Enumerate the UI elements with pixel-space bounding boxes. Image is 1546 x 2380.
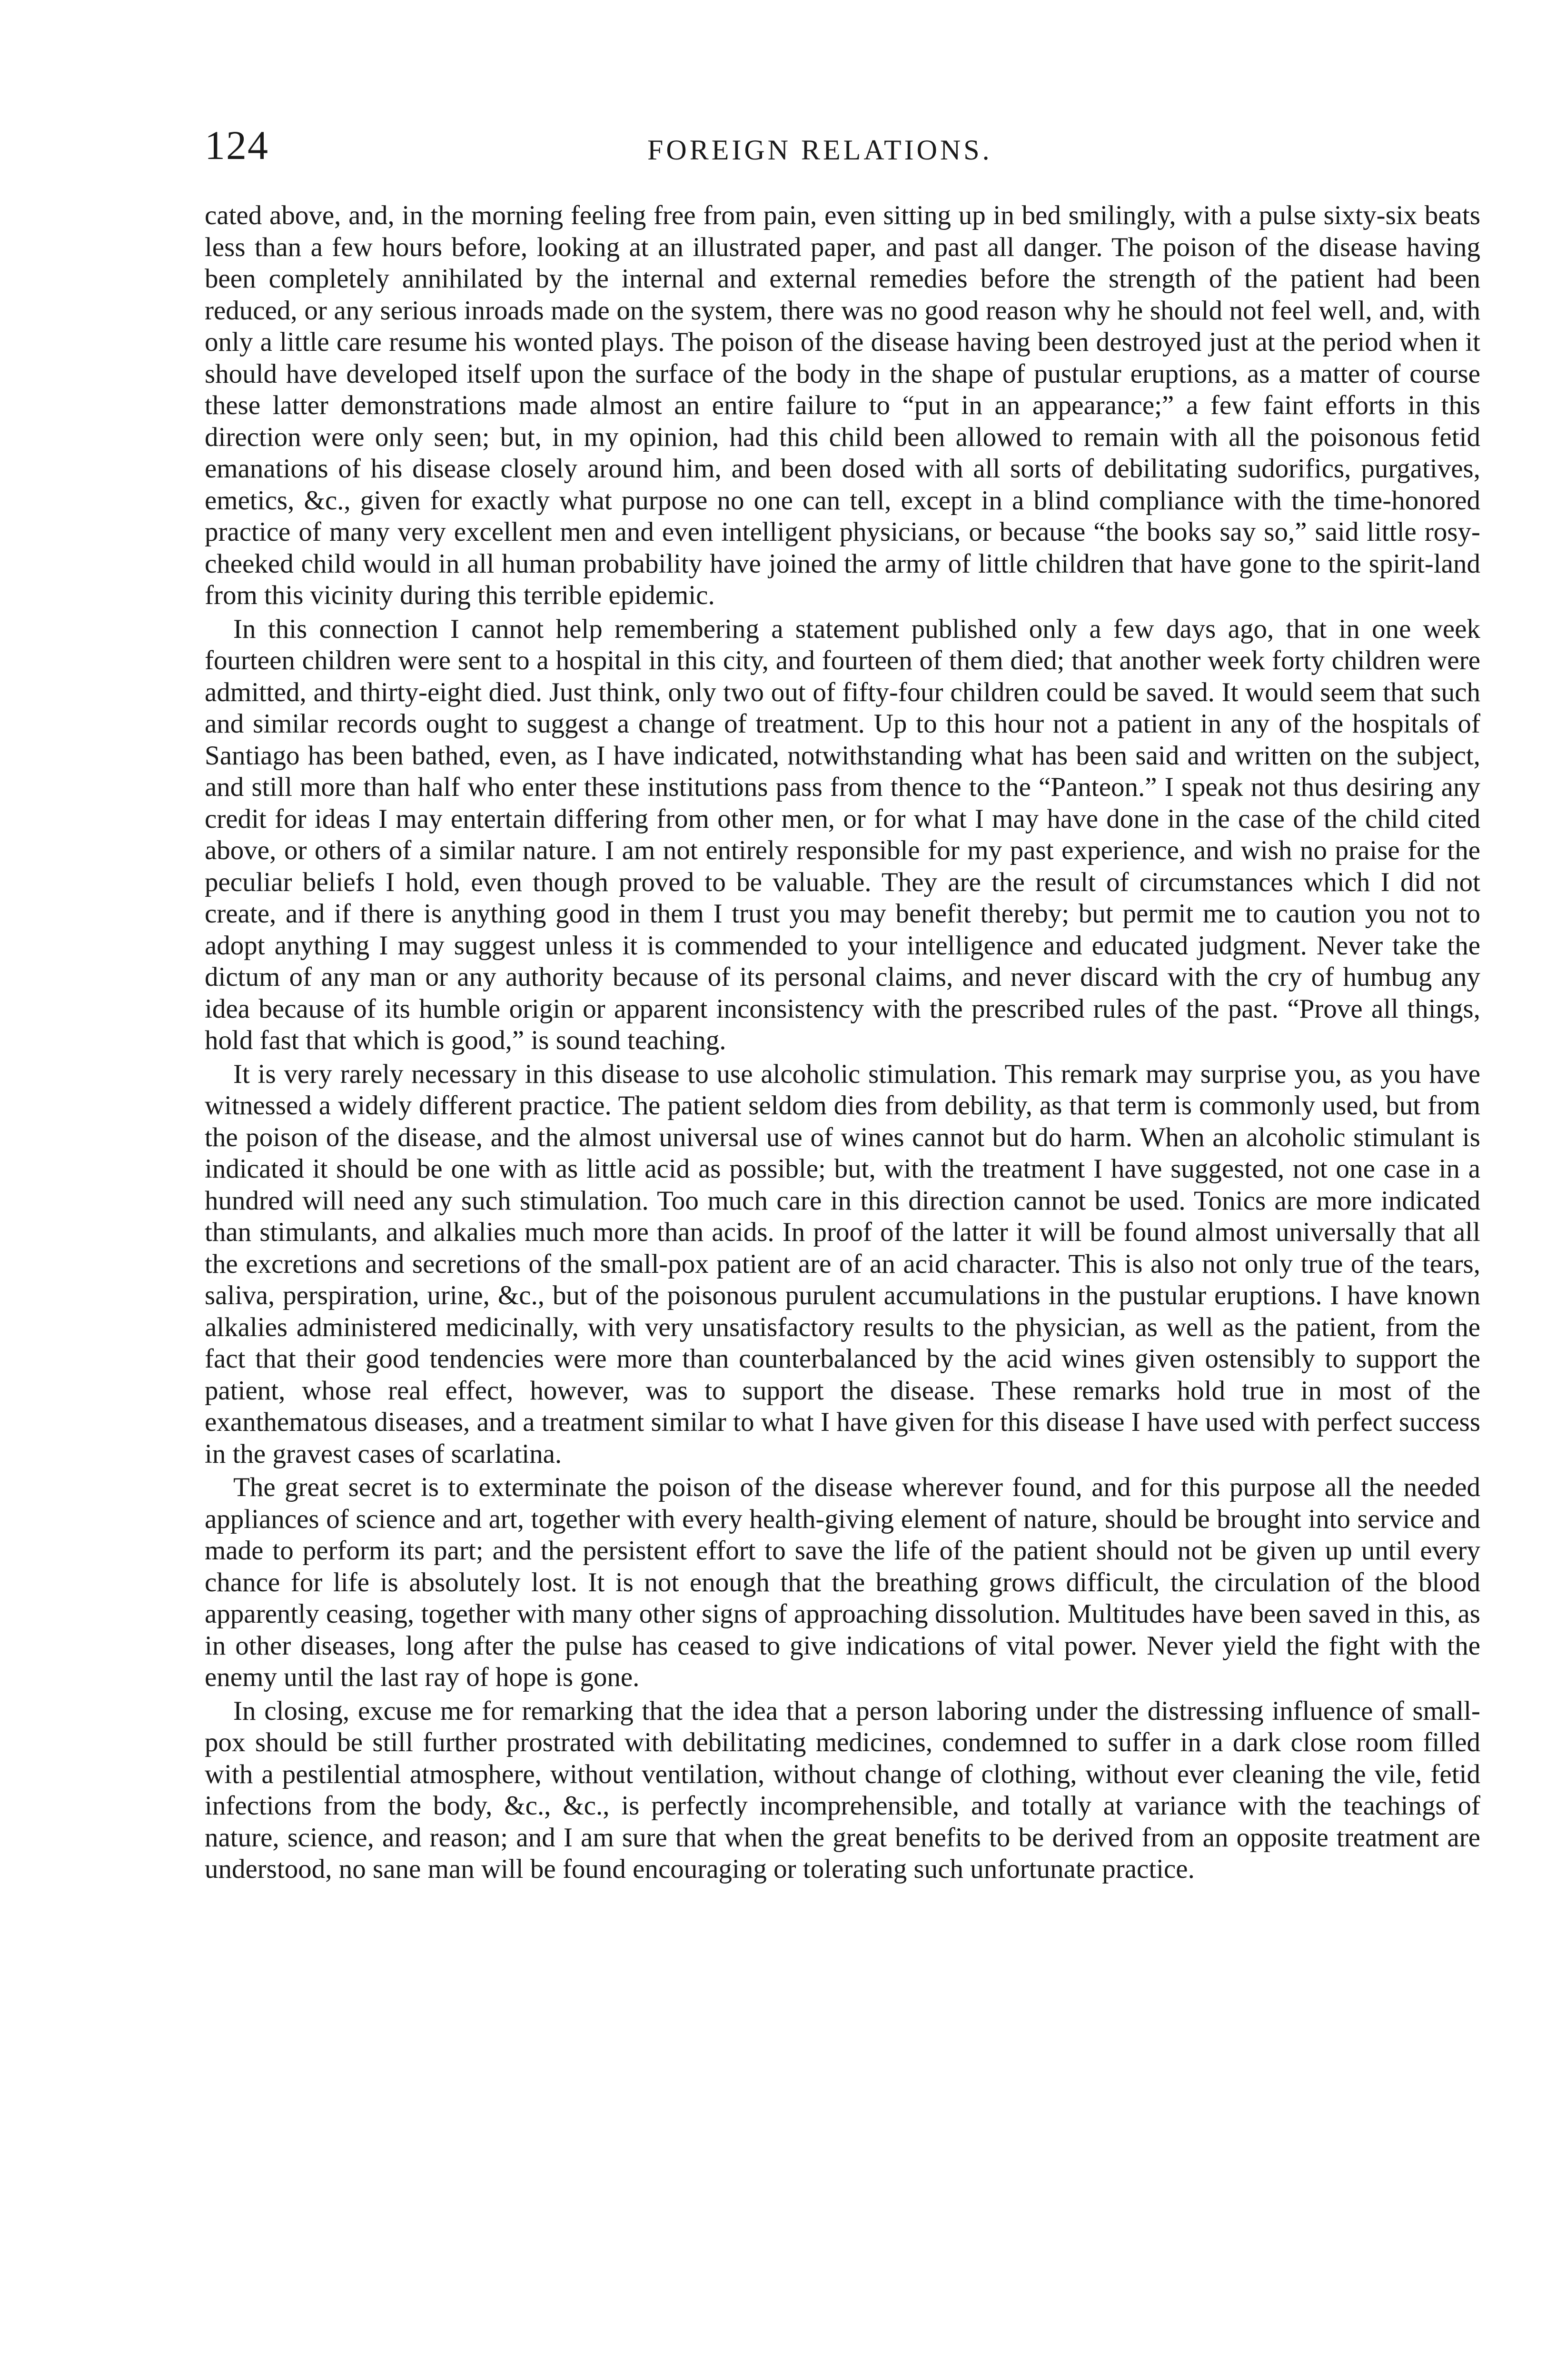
text-body [205,200,1480,2380]
paragraph-great-secret: The great secret is to exterminate the poison of the disease wherever found, and for this purpose all the needed appliances of science and art, together with every health-giving element of nature, should be brought into service and made to perform its part; and the persistent effort to save the life of the patient should not be given up until every chance for life is absolutely lost. It is not enough that the breathing grows difficult, the circulation of the blood apparently ceasing, together with many other signs of approaching dissolution. Multitudes have been saved in this, as in other diseases, long after the pulse has ceased to give indications of vital power. Never yield the fight with the enemy until the last ray of hope is gone. [205,1472,1480,1692]
paragraph-continuation: cated above, and, in the morning feeling free from pain, even sitting up in bed smilingly, with a pulse sixty-six beats less than a few hours before, looking at an illustrated paper, and past all danger. The poison of the disease having been completely annihilated by the internal and external remedies before the strength of the patient had been reduced, or any serious inroads made on the system, there was no good reason why he should not feel well, and, with only a little care resume his wonted plays. The poison of the disease having been destroyed just at the period when it should have developed itself upon the surface of the body in the shape of pustular eruptions, as a matter of course these latter demonstrations made almost an entire failure to “put in an appearance;” a few faint efforts in this direction were only seen; but, in my opinion, had this child been allowed to remain with all the poisonous fetid emanations of his disease closely around him, and been dosed with all sorts of debilitating sudorifics, purgatives, emetics, &c., given for exactly what purpose no one can tell, except in a blind compliance with the time-honored practice of many very excellent men and even intelligent physicians, or because “the books say so,” said little rosy-cheeked child would in all human probability have joined the army of little children that have gone to the spirit-land from this vicinity during this terrible epidemic. [205,200,1480,610]
paragraph-santiago-hospitals: In this connection I cannot help remembering a statement published only a few days ago, that in one week fourteen children were sent to a hospital in this city, and fourteen of them died; that another week forty children were admitted, and thirty-eight died. Just think, only two out of fifty-four children could be saved. It would seem that such and similar records ought to suggest a change of treatment. Up to this hour not a patient in any of the hospitals of Santiago has been bathed, even, as I have indicated, notwithstanding what has been said and written on the subject, and still more than half who enter these institutions pass from thence to the “Panteon.” I speak not thus desiring any credit for ideas I may entertain differing from other men, or for what I may have done in the case of the child cited above, or others of a similar nature. I am not entirely responsible for my past experience, and wish no praise for the peculiar beliefs I hold, even though proved to be valuable. They are the result of circumstances which I did not create, and if there is anything good in them I trust you may benefit thereby; but permit me to caution you not to adopt anything I may suggest unless it is commended to your intelligence and educated judgment. Never take the dictum of any man or any authority because of its personal claims, and never discard with the cry of humbug any idea because of its humble origin or apparent inconsistency with the prescribed rules of the past. “Prove all things, hold fast that which is good,” is sound teaching. [205,614,1480,1055]
page-number: 124 [205,122,269,168]
paragraph-alcoholic-stimulation: It is very rarely necessary in this disease to use alcoholic stimulation. This remark may surprise you, as you have witnessed a widely different practice. The patient seldom dies from debility, as that term is commonly used, but from the poison of the disease, and the almost universal use of wines cannot but do harm. When an alcoholic stimulant is indicated it should be one with as little acid as possible; but, with the treatment I have suggested, not one case in a hundred will need any such stimulation. Too much care in this direction cannot be used. Tonics are more indicated than stimulants, and alkalies much more than acids. In proof of the latter it will be found almost universally that all the excretions and secretions of the small-pox patient are of an acid character. This is also not only true of the tears, saliva, perspiration, urine, &c., but of the poisonous purulent accumulations in the pustular eruptions. I have known alkalies administered medicinally, with very unsatisfactory results to the physician, as well as the patient, from the fact that their good tendencies were more than counterbalanced by the acid wines given ostensibly to support the patient, whose real effect, however, was to support the disease. These remarks hold true in most of the exanthematous diseases, and a treatment similar to what I have given for this disease I have used with perfect success in the gravest cases of scarlatina. [205,1059,1480,1469]
page-header [205,119,1480,176]
running-head: FOREIGN RELATIONS. [647,134,992,166]
paragraph-closing: In closing, excuse me for remarking that the idea that a person laboring under the distressing influence of small-pox should be still further prostrated with debilitating medicines, condemned to suffer in a dark close room filled with a pestilential atmosphere, without ventilation, without change of clothing, without ever cleaning the vile, fetid infections from the body, &c., &c., is perfectly incomprehensible, and totally at variance with the teachings of nature, science, and reason; and I am sure that when the great benefits to be derived from an opposite treatment are understood, no sane man will be found encouraging or tolerating such unfortunate practice. [205,1696,1480,1884]
